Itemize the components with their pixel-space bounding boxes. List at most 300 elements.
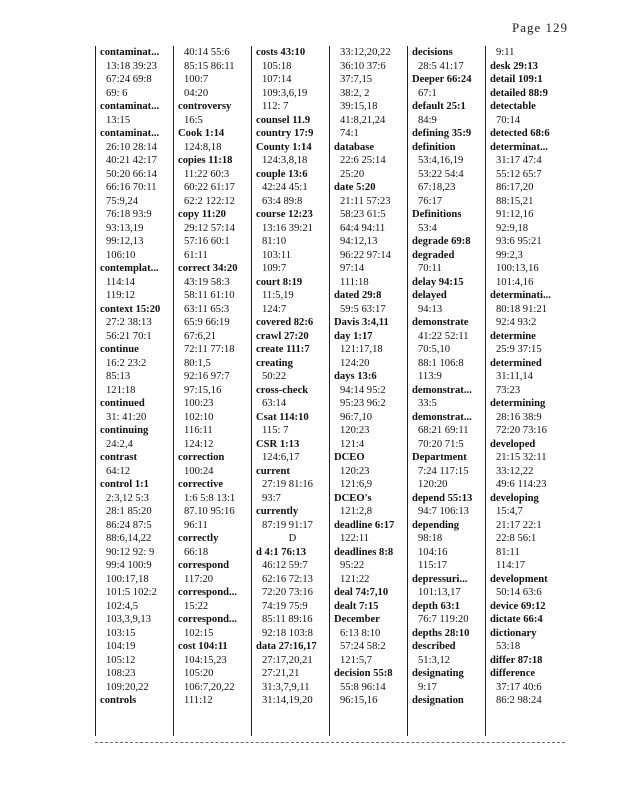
- index-reference: 64:12: [106, 465, 131, 477]
- index-reference: 101:5 102:2: [106, 587, 157, 598]
- index-reference: 94:14 95:2: [340, 384, 386, 396]
- index-term: dealt 7:15: [334, 600, 379, 612]
- index-reference: 119:12: [106, 290, 136, 301]
- index-reference: 31:17 47:4: [496, 155, 542, 166]
- index-term: Davis 3:4,11: [334, 317, 389, 328]
- index-reference: 13:15: [106, 114, 131, 126]
- index-reference: 55:8 96:14: [340, 681, 386, 693]
- index-term: developed: [490, 438, 536, 450]
- index-reference: 74:1: [340, 128, 359, 139]
- index-term: contaminat...: [100, 128, 160, 139]
- index-term: contemplat...: [100, 263, 159, 274]
- index-term: corrective: [178, 479, 224, 490]
- index-reference: 58:11 61:10: [184, 290, 235, 301]
- index-reference: 86:2 98:24: [496, 695, 542, 706]
- index-reference: 124:7: [262, 303, 287, 315]
- index-term: detail 109:1: [490, 74, 543, 85]
- index-reference: 57:16 60:1: [184, 236, 230, 247]
- index-reference: 100:7: [184, 74, 209, 85]
- index-reference: 86:24 87:5: [106, 519, 152, 531]
- index-reference: 26:10 28:14: [106, 141, 157, 153]
- index-reference: 70:11: [418, 263, 442, 274]
- index-term: Definitions: [412, 209, 462, 220]
- index-reference: 90:12 92: 9: [106, 546, 155, 558]
- index-reference: 21:15 32:11: [496, 452, 547, 463]
- index-reference: 65:9 66:19: [184, 317, 230, 328]
- index-reference: 85:13: [106, 371, 131, 382]
- index-reference: 53:4: [418, 222, 437, 234]
- index-term: deal 74:7,10: [334, 587, 389, 598]
- page-number: Page 129: [511, 20, 568, 35]
- index-reference: 37:17 40:6: [496, 681, 542, 693]
- index-reference: 121:22: [340, 573, 370, 585]
- index-term: court 8:19: [256, 276, 303, 288]
- index-reference: 124:6,17: [262, 452, 300, 463]
- index-reference: 109:7: [262, 263, 287, 274]
- letter-heading: D: [288, 533, 297, 544]
- index-column-4: [329, 46, 407, 736]
- index-term: determinati...: [490, 290, 551, 301]
- index-reference: 40:21 42:17: [106, 155, 157, 166]
- index-reference: 9:17: [418, 681, 437, 693]
- index-term: determined: [490, 357, 542, 369]
- index-reference: 33:12,20,22: [340, 47, 391, 58]
- index-reference: 106:7,20,22: [184, 681, 235, 693]
- index-reference: 25:20: [340, 168, 365, 180]
- index-term: creating: [256, 357, 293, 369]
- index-reference: 21:11 57:23: [340, 195, 391, 207]
- index-reference: 37:7,15: [340, 74, 373, 85]
- index-reference: 121:4: [340, 438, 365, 450]
- index-term: depend 55:13: [412, 492, 473, 504]
- index-term: development: [490, 573, 548, 585]
- index-reference: 96:7,10: [340, 411, 373, 423]
- index-reference: 87:19 91:17: [262, 519, 313, 531]
- index-reference: 9:11: [496, 47, 515, 58]
- index-reference: 100:24: [184, 465, 214, 477]
- index-term: degraded: [412, 249, 455, 261]
- index-reference: 2:3,12 5:3: [106, 492, 149, 504]
- index-reference: 39:15,18: [340, 101, 378, 112]
- index-reference: 53:22 54:4: [418, 168, 464, 180]
- index-reference: 124:3,8,18: [262, 155, 308, 166]
- index-reference: 7:24 117:15: [418, 465, 469, 477]
- word-index-grid: [95, 46, 565, 736]
- index-reference: 67:24 69:8: [106, 74, 152, 85]
- index-term: desk 29:13: [490, 60, 538, 72]
- index-term: defining 35:9: [412, 128, 472, 139]
- index-reference: 97:14: [340, 263, 365, 274]
- index-reference: 120:23: [340, 425, 370, 436]
- index-reference: 76:7 119:20: [418, 614, 469, 625]
- index-reference: 88:6,14,22: [106, 533, 152, 544]
- index-reference: 98:18: [418, 533, 443, 544]
- index-term: cross-check: [256, 384, 309, 396]
- index-reference: 121:18: [106, 384, 136, 396]
- index-term: copies 11:18: [178, 155, 233, 166]
- index-reference: 51:3,12: [418, 654, 451, 666]
- index-reference: 93:13,19: [106, 222, 144, 234]
- index-term: demonstrate: [412, 317, 469, 328]
- index-term: determine: [490, 330, 536, 342]
- index-reference: 15:4,7: [496, 506, 523, 517]
- index-reference: 63:4 89:8: [262, 195, 303, 207]
- index-reference: 63:14: [262, 398, 287, 409]
- index-term: course 12:23: [256, 209, 313, 220]
- index-reference: 108:23: [106, 668, 136, 679]
- index-reference: 115: 7: [262, 425, 289, 436]
- index-reference: 95:22: [340, 560, 365, 571]
- index-reference: 62:2 122:12: [184, 195, 235, 207]
- index-reference: 124:8,18: [184, 141, 222, 153]
- index-reference: 50:20 66:14: [106, 168, 157, 180]
- index-term: detectable: [490, 101, 536, 112]
- index-term: Deeper 66:24: [412, 74, 472, 85]
- index-reference: 40:14 55:6: [184, 47, 230, 58]
- index-reference: 85:15 86:11: [184, 60, 235, 72]
- index-term: currently: [256, 506, 299, 517]
- index-term: correct 34:20: [178, 263, 238, 274]
- index-reference: 31:3,7,9,11: [262, 681, 310, 693]
- index-reference: 116:11: [184, 425, 213, 436]
- index-term: CSR 1:13: [256, 438, 300, 450]
- index-reference: 67:18,23: [418, 182, 456, 193]
- index-reference: 31:11,14: [496, 371, 533, 382]
- index-reference: 100:13,16: [496, 263, 539, 274]
- index-reference: 111:18: [340, 276, 369, 288]
- index-reference: 22:6 25:14: [340, 155, 386, 166]
- index-reference: 93:7: [262, 492, 281, 504]
- index-reference: 105:20: [184, 668, 214, 679]
- index-term: control 1:1: [100, 479, 149, 490]
- index-reference: 28:5 41:17: [418, 60, 464, 72]
- index-reference: 87.10 95:16: [184, 506, 235, 517]
- index-reference: 21:17 22:1: [496, 519, 542, 531]
- index-term: continue: [100, 344, 139, 355]
- index-reference: 92:9,18: [496, 222, 529, 234]
- index-column-5: [407, 46, 485, 736]
- index-reference: 24:2,4: [106, 438, 133, 450]
- index-term: device 69:12: [490, 600, 546, 612]
- index-reference: 72:20 73:16: [496, 425, 547, 436]
- index-reference: 93:6 95:21: [496, 236, 542, 247]
- index-reference: 61:11: [184, 249, 208, 261]
- index-reference: 104:19: [106, 641, 136, 652]
- index-term: depressuri...: [412, 573, 468, 585]
- index-term: default 25:1: [412, 101, 466, 112]
- index-reference: 57:24 58:2: [340, 641, 386, 652]
- index-reference: 121:5,7: [340, 654, 373, 666]
- index-reference: 27:19 81:16: [262, 479, 313, 490]
- index-term: demonstrat...: [412, 411, 472, 423]
- index-term: correction: [178, 452, 225, 463]
- index-term: depths 28:10: [412, 627, 470, 639]
- index-reference: 68:21 69:11: [418, 425, 469, 436]
- index-reference: 69: 6: [106, 87, 128, 99]
- index-reference: 111:12: [184, 695, 213, 706]
- index-reference: 99:4 100:9: [106, 560, 152, 571]
- index-reference: 101:13,17: [418, 587, 461, 598]
- index-reference: 58:23 61:5: [340, 209, 386, 220]
- index-reference: 41:22 52:11: [418, 330, 469, 342]
- index-reference: 100:23: [184, 398, 214, 409]
- index-reference: 124:20: [340, 357, 370, 369]
- index-reference: 114:14: [106, 276, 136, 288]
- index-term: contaminat...: [100, 101, 160, 112]
- index-term: degrade 69:8: [412, 236, 471, 247]
- index-reference: 109:20,22: [106, 681, 149, 693]
- index-reference: 109:3,6,19: [262, 87, 308, 99]
- index-reference: 96:15,16: [340, 695, 378, 706]
- index-reference: 80:18 91:21: [496, 303, 547, 315]
- index-reference: 67:1: [418, 87, 437, 99]
- index-term: copy 11:20: [178, 209, 226, 220]
- index-reference: 74:19 75:9: [262, 600, 308, 612]
- index-term: continued: [100, 398, 145, 409]
- index-reference: 15:22: [184, 600, 209, 612]
- index-reference: 63:11 65:3: [184, 303, 230, 315]
- index-term: current: [256, 465, 290, 477]
- index-term: country 17:9: [256, 128, 314, 139]
- index-reference: 13:18 39:23: [106, 60, 157, 72]
- index-reference: 95:23 96:2: [340, 398, 386, 409]
- index-reference: 92:4 93:2: [496, 317, 537, 328]
- index-term: controversy: [178, 101, 232, 112]
- index-term: create 111:7: [256, 344, 310, 355]
- index-term: delay 94:15: [412, 276, 464, 288]
- index-term: correspond: [178, 560, 230, 571]
- index-column-3: [251, 46, 329, 736]
- index-term: designating: [412, 668, 464, 679]
- index-reference: 64:4 94:11: [340, 222, 386, 234]
- index-reference: 13:16 39:21: [262, 222, 313, 234]
- index-term: context 15:20: [100, 303, 161, 315]
- index-reference: 94:12,13: [340, 236, 378, 247]
- index-reference: 66:18: [184, 546, 209, 558]
- index-reference: 81:11: [496, 546, 520, 558]
- index-reference: 94:7 106:13: [418, 506, 469, 517]
- index-reference: 55:12 65:7: [496, 168, 542, 180]
- index-reference: 120:20: [418, 479, 448, 490]
- index-term: delayed: [412, 290, 447, 301]
- index-term: correctly: [178, 533, 219, 544]
- index-reference: 73:23: [496, 384, 521, 396]
- index-reference: 84:9: [418, 114, 437, 126]
- index-reference: 76:17: [418, 195, 443, 207]
- index-term: couple 13:6: [256, 168, 308, 180]
- index-reference: 100:17,18: [106, 573, 149, 585]
- index-reference: 27:2 38:13: [106, 317, 152, 328]
- index-term: developing: [490, 492, 539, 504]
- index-reference: 99:2,3: [496, 249, 523, 261]
- index-reference: 121:2,8: [340, 506, 373, 517]
- index-term: DCEO's: [334, 492, 372, 504]
- index-reference: 105:18: [262, 60, 292, 72]
- index-term: Department: [412, 452, 467, 463]
- index-term: days 13:6: [334, 371, 377, 382]
- index-term: dictate 66:4: [490, 614, 543, 625]
- index-reference: 92:18 103:8: [262, 627, 313, 639]
- index-reference: 29:12 57:14: [184, 222, 235, 234]
- index-term: depth 63:1: [412, 600, 460, 612]
- bottom-rule: [95, 742, 565, 743]
- index-reference: 49:6 114:23: [496, 479, 547, 490]
- index-reference: 6:13 8:10: [340, 627, 381, 639]
- index-reference: 72:20 73:16: [262, 587, 313, 598]
- index-reference: 66:16 70:11: [106, 182, 157, 193]
- index-reference: 103:15: [106, 627, 136, 639]
- index-reference: 86:17,20: [496, 182, 534, 193]
- index-reference: 16:2 23:2: [106, 357, 147, 369]
- index-reference: 33:12,22: [496, 465, 534, 477]
- index-reference: 76:18 93:9: [106, 209, 152, 220]
- index-column-2: [173, 46, 251, 736]
- index-reference: 121:6,9: [340, 479, 373, 490]
- index-reference: 102:4,5: [106, 600, 139, 612]
- index-reference: 88:1 106:8: [418, 357, 464, 369]
- index-term: determinat...: [490, 141, 548, 153]
- index-reference: 94:13: [418, 303, 443, 315]
- index-reference: 104:16: [418, 546, 448, 558]
- index-term: d 4:1 76:13: [256, 546, 307, 558]
- index-reference: 59:5 63:17: [340, 303, 386, 315]
- index-term: costs 43:10: [256, 47, 306, 58]
- index-term: depending: [412, 519, 460, 531]
- index-term: continuing: [100, 425, 149, 436]
- index-reference: 106:10: [106, 249, 136, 261]
- index-term: Cook 1:14: [178, 128, 225, 139]
- index-reference: 25:9 37:15: [496, 344, 542, 355]
- index-reference: 28:16 38:9: [496, 411, 542, 423]
- index-reference: 113:9: [418, 371, 442, 382]
- index-reference: 101:4,16: [496, 276, 534, 288]
- index-reference: 105:12: [106, 654, 136, 666]
- index-term: date 5:20: [334, 182, 376, 193]
- index-reference: 99:12,13: [106, 236, 144, 247]
- index-term: dictionary: [490, 627, 537, 639]
- index-reference: 31:14,19,20: [262, 695, 313, 706]
- index-reference: 107:14: [262, 74, 292, 85]
- index-reference: 27:17,20,21: [262, 654, 313, 666]
- index-term: designation: [412, 695, 464, 706]
- index-reference: 46:12 59:7: [262, 560, 308, 571]
- index-term: cost 104:11: [178, 641, 228, 652]
- index-reference: 38:2, 2: [340, 87, 370, 99]
- index-term: detailed 88:9: [490, 87, 548, 99]
- index-term: County 1:14: [256, 141, 312, 153]
- index-reference: 122:11: [340, 533, 370, 544]
- index-reference: 60:22 61:17: [184, 182, 235, 193]
- index-column-1: [95, 46, 173, 736]
- index-term: covered 82:6: [256, 317, 314, 328]
- index-reference: 121:17,18: [340, 344, 383, 355]
- index-reference: 36:10 37:6: [340, 60, 386, 72]
- index-reference: 112: 7: [262, 101, 289, 112]
- index-term: controls: [100, 695, 137, 706]
- index-reference: 42:24 45:1: [262, 182, 308, 193]
- index-reference: 81:10: [262, 236, 287, 247]
- index-reference: 102:15: [184, 627, 214, 639]
- index-term: dated 29:8: [334, 290, 382, 301]
- index-reference: 11:22 60:3: [184, 168, 230, 180]
- index-reference: 33:5: [418, 398, 437, 409]
- index-reference: 103:11: [262, 249, 292, 261]
- index-reference: 115:17: [418, 560, 448, 571]
- index-reference: 92:16 97:7: [184, 371, 230, 382]
- index-term: detected 68:6: [490, 128, 550, 139]
- index-reference: 41:8,21,24: [340, 114, 386, 126]
- index-reference: 31: 41:20: [106, 411, 147, 423]
- index-term: DCEO: [334, 452, 365, 463]
- index-reference: 04:20: [184, 87, 209, 99]
- index-term: data 27:16,17: [256, 641, 317, 652]
- index-term: correspond...: [178, 614, 237, 625]
- index-reference: 70:5,10: [418, 344, 451, 355]
- index-term: decision 55:8: [334, 668, 393, 679]
- index-reference: 28:1 85:20: [106, 506, 152, 517]
- index-term: difference: [490, 668, 536, 679]
- index-reference: 11:5,19: [262, 290, 294, 301]
- index-reference: 120:23: [340, 465, 370, 477]
- index-reference: 16:5: [184, 114, 203, 126]
- index-reference: 67:6,21: [184, 330, 217, 342]
- index-reference: 80:1,5: [184, 357, 211, 369]
- index-term: contaminat...: [100, 47, 160, 58]
- index-reference: 43:19 58:3: [184, 276, 230, 288]
- index-term: correspond...: [178, 587, 237, 598]
- index-column-6: [485, 46, 563, 736]
- index-reference: 91:12,16: [496, 209, 534, 220]
- index-term: deadlines 8:8: [334, 546, 394, 558]
- index-reference: 96:22 97:14: [340, 249, 391, 261]
- index-reference: 102:10: [184, 411, 214, 423]
- index-term: December: [334, 614, 380, 625]
- index-reference: 85:11 89:16: [262, 614, 313, 625]
- index-term: crawl 27:20: [256, 330, 309, 342]
- index-reference: 70:14: [496, 114, 521, 126]
- index-reference: 53:18: [496, 641, 521, 652]
- index-term: differ 87:18: [490, 654, 543, 666]
- index-reference: 96:11: [184, 519, 208, 531]
- index-reference: 124:12: [184, 438, 214, 450]
- index-reference: 1:6 5:8 13:1: [184, 492, 236, 504]
- index-term: day 1:17: [334, 330, 373, 342]
- index-term: database: [334, 141, 375, 153]
- index-term: definition: [412, 141, 456, 153]
- index-reference: 50:14 63:6: [496, 587, 542, 598]
- index-reference: 50:22: [262, 371, 287, 382]
- index-reference: 88:15,21: [496, 195, 534, 207]
- index-reference: 27:21,21: [262, 668, 300, 679]
- index-term: counsel 11.9: [256, 114, 311, 126]
- index-term: Csat 114:10: [256, 411, 309, 423]
- index-term: described: [412, 641, 456, 652]
- index-reference: 97:15,16: [184, 384, 222, 396]
- index-reference: 62:16 72:13: [262, 573, 313, 585]
- index-term: determining: [490, 398, 546, 409]
- index-term: deadline 6:17: [334, 519, 395, 531]
- index-reference: 72:11 77:18: [184, 344, 235, 355]
- index-reference: 117:20: [184, 573, 214, 585]
- index-reference: 104:15,23: [184, 654, 227, 666]
- index-reference: 75:9,24: [106, 195, 139, 207]
- index-reference: 53:4,16,19: [418, 155, 464, 166]
- index-reference: 70:20 71:5: [418, 438, 464, 450]
- index-reference: 103,3,9,13: [106, 614, 152, 625]
- index-term: decisions: [412, 47, 453, 58]
- index-term: contrast: [100, 452, 138, 463]
- index-reference: 22:8 56:1: [496, 533, 537, 544]
